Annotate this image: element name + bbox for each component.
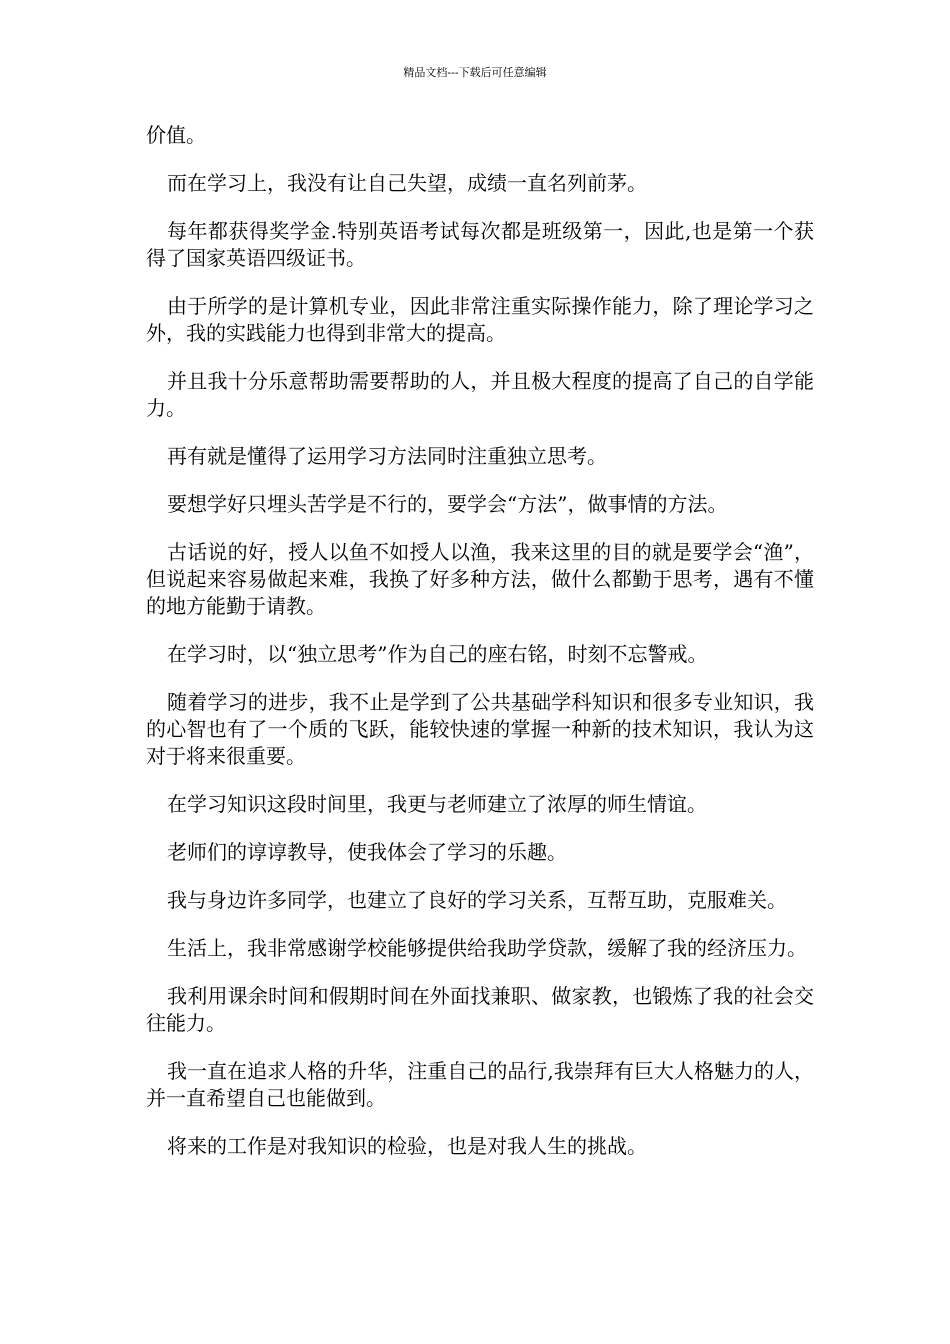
paragraph: 古话说的好，授人以鱼不如授人以渔，我来这里的目的就是要学会“渔”，但说起来容易做起来难，我换了好多种方法，做什么都勤于思考，遇有不懂的地方能勤于请教。: [146, 540, 814, 618]
paragraph: 我与身边许多同学，也建立了良好的学习关系，互帮互助，克服难关。: [167, 888, 787, 912]
paragraph: 在学习知识这段时间里，我更与老师建立了浓厚的师生情谊。: [167, 792, 707, 816]
paragraph: 将来的工作是对我知识的检验，也是对我人生的挑战。: [167, 1134, 647, 1158]
paragraph: 并且我十分乐意帮助需要帮助的人，并且极大程度的提高了自己的自学能力。: [146, 369, 814, 420]
paragraph: 我一直在追求人格的升华，注重自己的品行,我崇拜有巨大人格魅力的人，并一直希望自己也能做到。: [146, 1059, 814, 1110]
paragraph: 由于所学的是计算机专业，因此非常注重实际操作能力，除了理论学习之外，我的实践能力也得到非常大的提高。: [146, 294, 814, 345]
paragraph: 在学习时，以“独立思考”作为自己的座右铭，时刻不忘警戒。: [167, 642, 708, 666]
paragraph: 生活上，我非常感谢学校能够提供给我助学贷款，缓解了我的经济压力。: [167, 936, 807, 960]
document-body: [146, 122, 814, 1181]
paragraph: 每年都获得奖学金.特别英语考试每次都是班级第一，因此,也是第一个获得了国家英语四级证书。: [146, 219, 814, 270]
paragraph: 再有就是懂得了运用学习方法同时注重独立思考。: [167, 444, 607, 468]
paragraph: 价值。: [146, 123, 206, 147]
page-header: 精品文档---下载后可任意编辑: [403, 66, 547, 79]
paragraph: 要想学好只埋头苦学是不行的，要学会“方法”，做事情的方法。: [167, 492, 728, 516]
paragraph: 而在学习上，我没有让自己失望，成绩一直名列前茅。: [167, 171, 647, 195]
paragraph: 随着学习的进步，我不止是学到了公共基础学科知识和很多专业知识，我的心智也有了一个质的飞跃，能较快速的掌握一种新的技术知识，我认为这对于将来很重要。: [146, 690, 814, 768]
paragraph: 我利用课余时间和假期时间在外面找兼职、做家教，也锻炼了我的社会交往能力。: [146, 984, 814, 1035]
paragraph: 老师们的谆谆教导，使我体会了学习的乐趣。: [167, 840, 567, 864]
